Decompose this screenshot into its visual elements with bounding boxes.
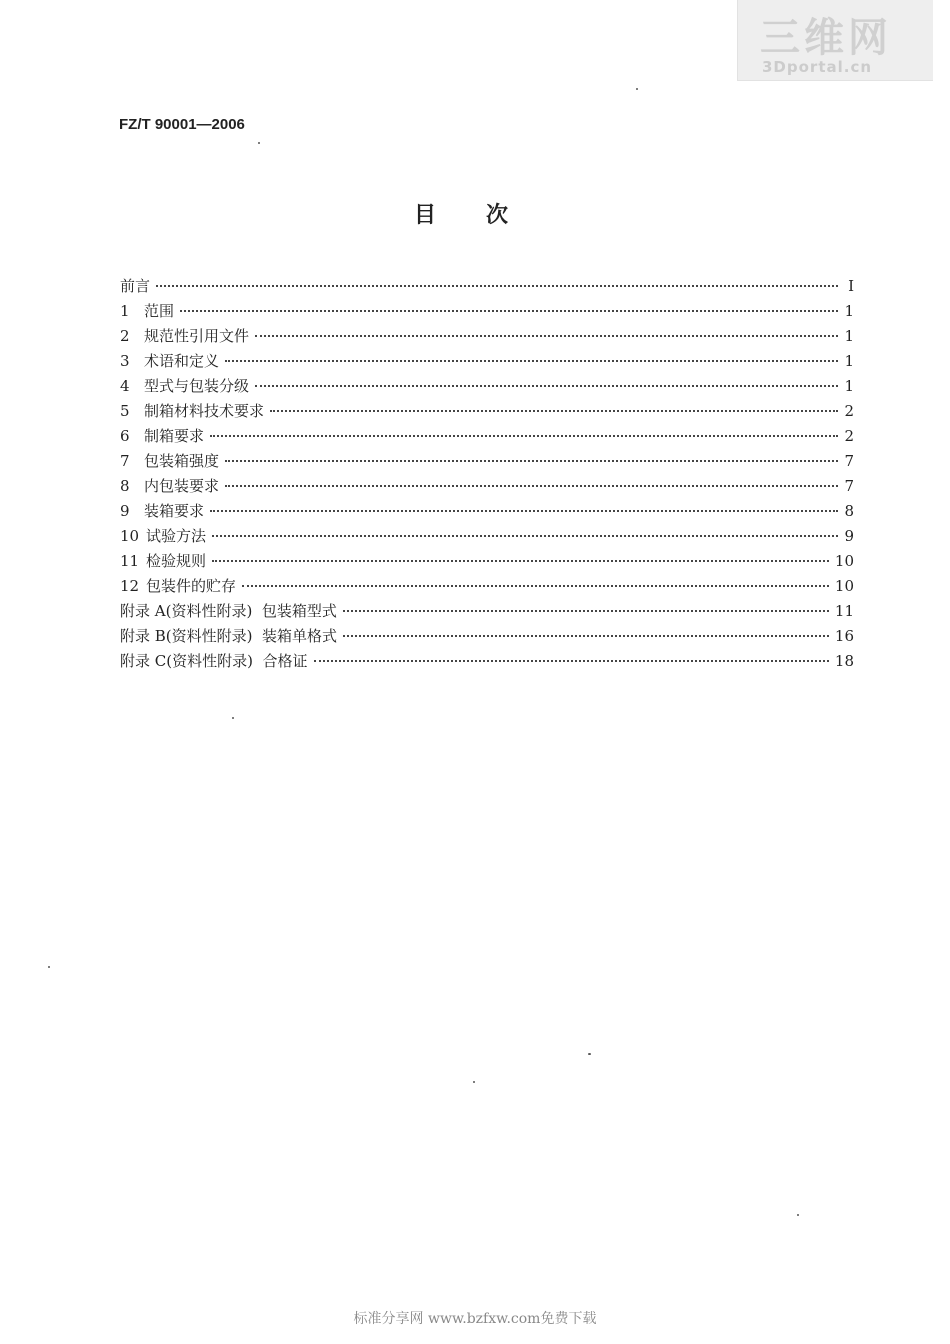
toc-entry-page: 18 bbox=[834, 652, 854, 670]
toc-leader-dots bbox=[212, 535, 838, 537]
scan-speck bbox=[588, 1053, 591, 1055]
toc-entry[interactable] bbox=[120, 274, 854, 299]
toc-entry[interactable] bbox=[120, 374, 854, 399]
toc-leader-dots bbox=[343, 610, 829, 612]
toc-entry-number: 3 bbox=[120, 352, 130, 370]
toc-entry[interactable] bbox=[120, 474, 854, 499]
toc-entry[interactable] bbox=[120, 399, 854, 424]
scan-speck bbox=[797, 1214, 799, 1216]
toc-entry-page: 2 bbox=[844, 402, 854, 420]
toc-entry-number: 9 bbox=[120, 502, 130, 520]
table-of-contents bbox=[120, 274, 854, 674]
toc-entry-number: 11 bbox=[120, 552, 140, 570]
toc-entry-page: 2 bbox=[844, 427, 854, 445]
toc-leader-dots bbox=[255, 385, 838, 387]
toc-entry-label: 范围 bbox=[144, 302, 175, 320]
toc-entry-page: 1 bbox=[844, 377, 854, 395]
toc-leader-dots bbox=[156, 285, 838, 287]
toc-entry-number: 6 bbox=[120, 427, 130, 445]
toc-entry-number: 10 bbox=[120, 527, 140, 545]
footer-text: 标准分享网 www.bzfxw.com免费下载 bbox=[353, 1311, 597, 1327]
toc-entry-label: 内包装要求 bbox=[144, 477, 220, 495]
watermark-main-text: 三维网 bbox=[760, 15, 892, 61]
toc-entry-label: 制箱要求 bbox=[144, 427, 205, 445]
toc-entry-number: 7 bbox=[120, 452, 130, 470]
toc-entry-label: 规范性引用文件 bbox=[144, 327, 250, 345]
toc-entry-page: 10 bbox=[834, 552, 854, 570]
scan-speck bbox=[636, 88, 638, 90]
toc-leader-dots bbox=[225, 460, 838, 462]
toc-entry-label: 装箱要求 bbox=[144, 502, 205, 520]
scan-speck bbox=[258, 142, 260, 144]
toc-entry-number: 12 bbox=[120, 577, 140, 595]
toc-entry[interactable] bbox=[120, 424, 854, 449]
toc-leader-dots bbox=[210, 435, 838, 437]
toc-entry-page: 1 bbox=[844, 352, 854, 370]
toc-entry[interactable] bbox=[120, 574, 854, 599]
toc-entry-page: 10 bbox=[834, 577, 854, 595]
toc-entry-label: 试验方法 bbox=[146, 527, 207, 545]
toc-leader-dots bbox=[255, 335, 838, 337]
toc-entry-label: 包装件的贮存 bbox=[146, 577, 237, 595]
watermark-logo bbox=[737, 0, 933, 81]
toc-leader-dots bbox=[242, 585, 829, 587]
toc-leader-dots bbox=[270, 410, 838, 412]
toc-leader-dots bbox=[343, 635, 829, 637]
page-title: 目次 bbox=[413, 203, 558, 228]
toc-entry[interactable] bbox=[120, 599, 854, 624]
toc-entry-page: 1 bbox=[844, 302, 854, 320]
toc-entry-label: 包装箱强度 bbox=[144, 452, 220, 470]
toc-entry-page: 7 bbox=[844, 477, 854, 495]
toc-entry-number: 2 bbox=[120, 327, 130, 345]
scan-speck bbox=[48, 966, 50, 968]
toc-entry[interactable] bbox=[120, 524, 854, 549]
toc-leader-dots bbox=[314, 660, 829, 662]
watermark-sub-text: 3Dportal.cn bbox=[762, 58, 873, 76]
toc-entry-label: 附录 C(资料性附录) 合格证 bbox=[120, 652, 308, 670]
toc-entry-page: 16 bbox=[834, 627, 854, 645]
toc-entry-page: 8 bbox=[844, 502, 854, 520]
document-code: FZ/T 90001—2006 bbox=[119, 116, 245, 133]
toc-entry-number: 1 bbox=[120, 302, 130, 320]
toc-entry-page: 9 bbox=[844, 527, 854, 545]
toc-entry[interactable] bbox=[120, 499, 854, 524]
scan-speck bbox=[473, 1081, 475, 1083]
toc-entry-label: 前言 bbox=[120, 277, 151, 295]
toc-entry[interactable] bbox=[120, 624, 854, 649]
toc-entry-label: 型式与包装分级 bbox=[144, 377, 250, 395]
toc-leader-dots bbox=[180, 310, 838, 312]
toc-entry-page: 1 bbox=[844, 327, 854, 345]
toc-leader-dots bbox=[225, 360, 838, 362]
toc-entry-number: 4 bbox=[120, 377, 130, 395]
toc-leader-dots bbox=[210, 510, 838, 512]
toc-entry-number: 8 bbox=[120, 477, 130, 495]
toc-entry[interactable] bbox=[120, 549, 854, 574]
toc-entry-label: 术语和定义 bbox=[144, 352, 220, 370]
toc-entry[interactable] bbox=[120, 349, 854, 374]
toc-entry[interactable] bbox=[120, 649, 854, 674]
toc-entry-page: 7 bbox=[844, 452, 854, 470]
toc-entry[interactable] bbox=[120, 449, 854, 474]
toc-entry-label: 附录 A(资料性附录) 包装箱型式 bbox=[120, 602, 337, 620]
toc-leader-dots bbox=[225, 485, 838, 487]
toc-entry-page: I bbox=[848, 277, 854, 295]
toc-entry[interactable] bbox=[120, 324, 854, 349]
toc-leader-dots bbox=[212, 560, 829, 562]
scan-speck bbox=[232, 717, 234, 719]
toc-entry-number: 5 bbox=[120, 402, 130, 420]
toc-entry[interactable] bbox=[120, 299, 854, 324]
toc-entry-label: 检验规则 bbox=[146, 552, 207, 570]
toc-entry-page: 11 bbox=[834, 602, 854, 620]
toc-entry-label: 制箱材料技术要求 bbox=[144, 402, 265, 420]
toc-entry-label: 附录 B(资料性附录) 装箱单格式 bbox=[120, 627, 338, 645]
